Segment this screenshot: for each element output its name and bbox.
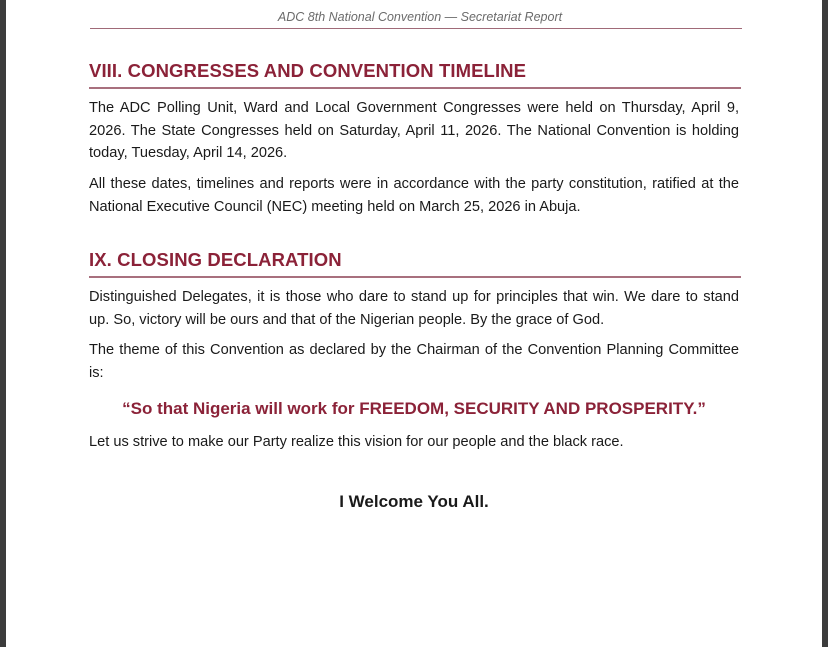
welcome-statement: I Welcome You All. [339,492,489,511]
section-ix-heading: IX. CLOSING DECLARATION [89,249,342,270]
section-ix-paragraph-2: The theme of this Convention as declared by the Chairman of the Convention Planning Committee is: [89,342,739,381]
header-divider [90,28,742,29]
document-page [6,0,822,647]
section-ix-paragraph-1: Distinguished Delegates, it is those who dare to stand up for principles that win. We dare to stand up. So, victory will be ours and that of the Nigerian people. By the grace of God. [89,289,739,328]
convention-theme-quote: “So that Nigeria will work for FREEDOM, SECURITY AND PROSPERITY.” [122,399,706,418]
section-ix-divider [89,276,741,278]
section-ix-closing-paragraph: Let us strive to make our Party realize this vision for our people and the black race. [89,434,624,450]
section-viii-heading: VIII. CONGRESSES AND CONVENTION TIMELINE [89,60,527,81]
section-viii-divider [89,87,741,89]
section-viii-paragraph-2: All these dates, timelines and reports were in accordance with the party constitution, ratified at the National Executive Council (NEC) meeting held on March 25, 2026 in Abuja. [89,176,739,215]
section-viii-paragraph-1: The ADC Polling Unit, Ward and Local Government Congresses were held on Thursday, April 9, 2026. The State Congresses held on Saturday, April 11, 2026. The National Convention is holding today, Tuesday, April 14, 2026. [89,100,739,161]
running-header: ADC 8th National Convention — Secretariat Report [277,10,563,24]
